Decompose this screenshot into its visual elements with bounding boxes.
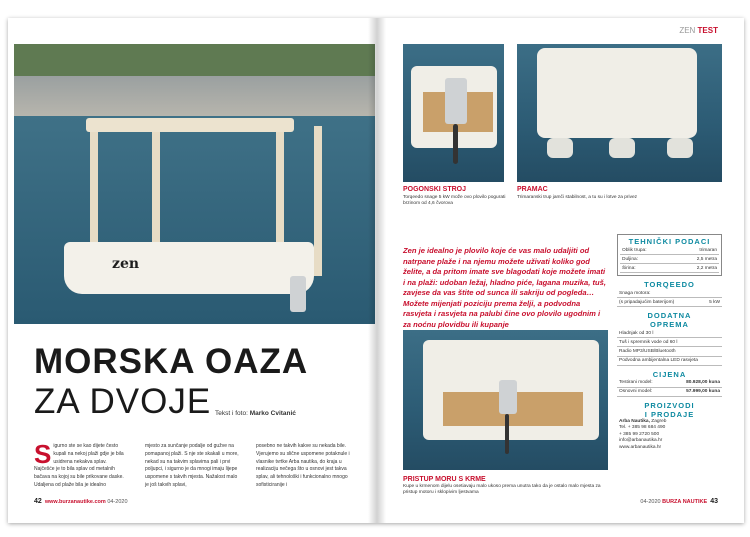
drop-cap: S bbox=[34, 439, 52, 469]
caption-title-2: PRAMAC bbox=[517, 186, 548, 193]
technical-box bbox=[617, 234, 722, 276]
dealer-title-line1: PROIZVODI bbox=[644, 400, 695, 410]
caption-text-2: Trimaranski trup jamči stabilnost, a tu su i lotve za privez bbox=[517, 195, 638, 200]
lead-paragraph: Zen je idealno je plovilo koje će vas malo udaljiti od natrpane plaže i na njemu možete uživati koliko god želite, a da pritom imate sve blagodati koje možete imati i na plaži: udoban ležaj, hladno piće, lagana muzika, tuš, zavjese da vas štite od sunca ili sakriju od pogleda… Možete mijenjati poziciju prema želji, a podvodna rasvjeta i rasvjeta na palubi čine ovo plovilo ugodnim i za noćnu plovidbu ili kupanje bbox=[403, 246, 606, 329]
body-column-1: Sigurno ste se kao dijete često kupali na nekoj plaži gdje je bila usidrena nekakva splav. Najčešće je to bila splav od metalnih bačava na kojoj su bile prikovane daske. Udaljena od plaže bila je idealno bbox=[34, 439, 124, 488]
spec-row: Oblik trupa: trimaran bbox=[622, 247, 717, 253]
left-page bbox=[8, 18, 375, 523]
article-title-line1: MORSKA OAZA bbox=[34, 342, 309, 381]
list-item: Tuš i spremnik vode od 60 l bbox=[617, 338, 722, 347]
right-page bbox=[377, 18, 744, 523]
body-column-2: mjesto za sunčanje podalje od gužve na pomapanoj plaži. S nje ste skakali u more, nekad su na takvim splavima pali i prvi poljupci, i sigurno je da mnogi imaju lijepe uspomene s takvih mjesta. Nažalost malo je još takvih splavi, bbox=[145, 443, 239, 488]
bow-photo bbox=[517, 44, 722, 182]
spec-row: (s pripadajućim baterijom) 5 kW bbox=[619, 299, 720, 305]
boat-logo: zen bbox=[112, 256, 140, 272]
spec-row: Širina: 2,2 metra bbox=[622, 265, 717, 271]
caption-title-3: PRISTUP MORU S KRME bbox=[403, 476, 486, 483]
right-folio: 04-2020 BURZA NAUTIKE 43 bbox=[640, 498, 718, 505]
dealer-title-line2: I PRODAJE bbox=[644, 409, 695, 419]
engine-title: TORQEEDO bbox=[644, 280, 695, 289]
technical-title: TEHNIČKI PODACI bbox=[628, 237, 711, 246]
list-item: Radio MP3/USB/Bluetooth bbox=[617, 347, 722, 356]
dealer-info: Arba Nautika, Zagreb Tel. + 385 98 684 490 + 385 99 2720 500 info@arbanautika.hr www.arbanautika.hr bbox=[619, 418, 667, 450]
spec-row: Duljina: 2,5 metra bbox=[622, 256, 717, 262]
section-header: ZEN TEST bbox=[679, 26, 718, 35]
caption-title-1: POGONSKI STROJ bbox=[403, 186, 467, 193]
stern-photo bbox=[403, 330, 608, 470]
article-title-line2: ZA DVOJE bbox=[34, 382, 212, 421]
hero-photo bbox=[14, 44, 375, 324]
caption-text-1: Torqeedo snage 5 kW može ovo plovilo pogurati brzinom od 4,6 čvorova bbox=[403, 195, 506, 206]
extras-list bbox=[617, 329, 722, 366]
price-row: Osnovni model: 57.999,00 kuna bbox=[619, 389, 720, 395]
spine-gutter bbox=[368, 18, 386, 523]
price-title: CIJENA bbox=[652, 369, 687, 379]
author-credit: Tekst i foto: Marko Cvitanić bbox=[215, 410, 296, 417]
extras-title-line1: DODATNA bbox=[647, 311, 692, 320]
price-row: Testirani model: 80.928,00 kuna bbox=[619, 380, 720, 386]
engine-photo bbox=[403, 44, 504, 182]
spec-sidebar bbox=[617, 234, 722, 499]
left-folio: 42 www.burzanautike.com 04-2020 bbox=[34, 498, 128, 505]
list-item: Hladnjak od 30 l bbox=[617, 329, 722, 338]
extras-title-line2: OPREMA bbox=[650, 320, 689, 329]
magazine-spread bbox=[8, 18, 744, 523]
list-item: Podvodna ambijentalna LED rasvjeta bbox=[617, 357, 722, 366]
caption-text-3: Kupe u krmenom dijelu osetiavaju malo ukoso prema unutra tako da je ostalo malo mjesta za pristup motoru i sklopivim ljestvama bbox=[403, 484, 601, 495]
body-column-3: posebno ne takvih kakve su nekada bile. Vjerujemo su slične uspomene potaknule i vlasnike tvrtke Arba nautika, do kraja u realizaciju nečega što u osnovi jest takva splav, ali tehnološki i funkcionalno mnogo sofisticiranije i bbox=[256, 443, 350, 488]
spec-row: Snaga motora: bbox=[617, 289, 722, 298]
